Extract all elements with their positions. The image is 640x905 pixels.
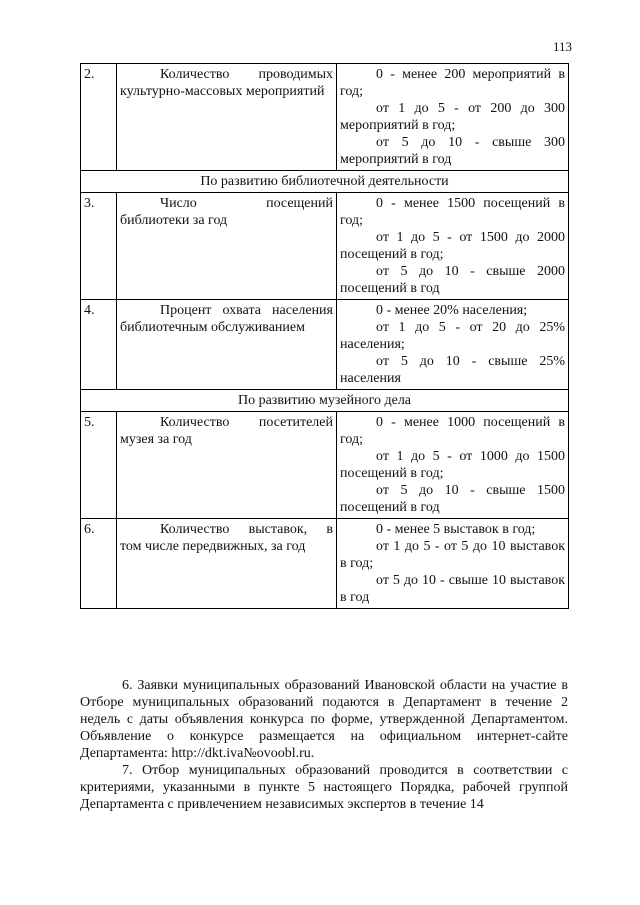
score-line: от 5 до 10 - свыше 1500 посещений в год: [340, 483, 565, 515]
row-number: 6.: [81, 519, 117, 609]
section-row: [81, 171, 569, 193]
table-row: [81, 300, 569, 390]
score-line: 0 - менее 1000 посещений в год;: [340, 415, 565, 447]
criteria-table: [80, 63, 569, 609]
criterion-cell: [117, 300, 337, 390]
section-row: [81, 390, 569, 412]
criterion-text: музея за год: [120, 432, 192, 447]
score-line: 0 - менее 5 выставок в год;: [376, 522, 536, 537]
table-row: [81, 412, 569, 519]
criterion-text: культурно-массовых мероприятий: [120, 84, 325, 99]
score-line: от 1 до 5 - от 200 до 300 мероприятий в год;: [340, 101, 565, 133]
score-cell: [337, 412, 569, 519]
criterion-text: Число посещений: [160, 196, 333, 211]
table-row: [81, 193, 569, 300]
score-cell: [337, 193, 569, 300]
body-text: [80, 677, 568, 813]
section-title: По развитию библиотечной деятельности: [81, 171, 569, 193]
criterion-text: Количество выставок, в: [160, 522, 333, 537]
paragraph: 7. Отбор муниципальных образований проводится в соответствии с критериями, указанными в пункте 5 настоящего Порядка, рабочей группой Департамента с привлечением независимых экспертов в течение 14: [80, 763, 568, 812]
score-cell: [337, 64, 569, 171]
score-cell: [337, 300, 569, 390]
criterion-text: том числе передвижных, за год: [120, 539, 306, 554]
score-line: 0 - менее 1500 посещений в год;: [340, 196, 565, 228]
criterion-text: библиотеки за год: [120, 213, 228, 228]
criterion-text: Количество проводимых: [160, 67, 333, 82]
score-line: от 5 до 10 - свыше 10 выставок в год: [340, 573, 565, 605]
score-line: от 5 до 10 - свыше 300 мероприятий в год: [340, 135, 565, 167]
criterion-text: библиотечным обслуживанием: [120, 320, 305, 335]
score-line: от 1 до 5 - от 1500 до 2000 посещений в год;: [340, 230, 565, 262]
row-number: 2.: [81, 64, 117, 171]
score-line: от 5 до 10 - свыше 2000 посещений в год: [340, 264, 565, 296]
page-number: 113: [553, 39, 573, 54]
table-row: [81, 64, 569, 171]
row-number: 5.: [81, 412, 117, 519]
score-line: от 1 до 5 - от 20 до 25% населения;: [340, 320, 565, 352]
criterion-cell: [117, 193, 337, 300]
paragraph: 6. Заявки муниципальных образований Ивановской области на участие в Отборе муниципальных образований подаются в Департамент в течение 2 недель с даты объявления конкурса по форме, утвержденной Департаментом. Объявление о конкурсе размещается на официальном интернет-сайте Департамента: http://dkt.iva№ovoobl.ru.: [80, 678, 568, 761]
score-line: 0 - менее 200 мероприятий в год;: [340, 67, 565, 99]
criterion-cell: [117, 412, 337, 519]
score-line: от 5 до 10 - свыше 25% населения: [340, 354, 565, 386]
row-number: 4.: [81, 300, 117, 390]
score-line: от 1 до 5 - от 5 до 10 выставок в год;: [340, 539, 565, 571]
criterion-text: Процент охвата населения: [160, 303, 333, 318]
criterion-cell: [117, 519, 337, 609]
criterion-cell: [117, 64, 337, 171]
row-number: 3.: [81, 193, 117, 300]
criterion-text: Количество посетителей: [160, 415, 333, 430]
score-line: от 1 до 5 - от 1000 до 1500 посещений в год;: [340, 449, 565, 481]
score-cell: [337, 519, 569, 609]
table-row: [81, 519, 569, 609]
score-line: 0 - менее 20% населения;: [376, 303, 528, 318]
section-title: По развитию музейного дела: [81, 390, 569, 412]
